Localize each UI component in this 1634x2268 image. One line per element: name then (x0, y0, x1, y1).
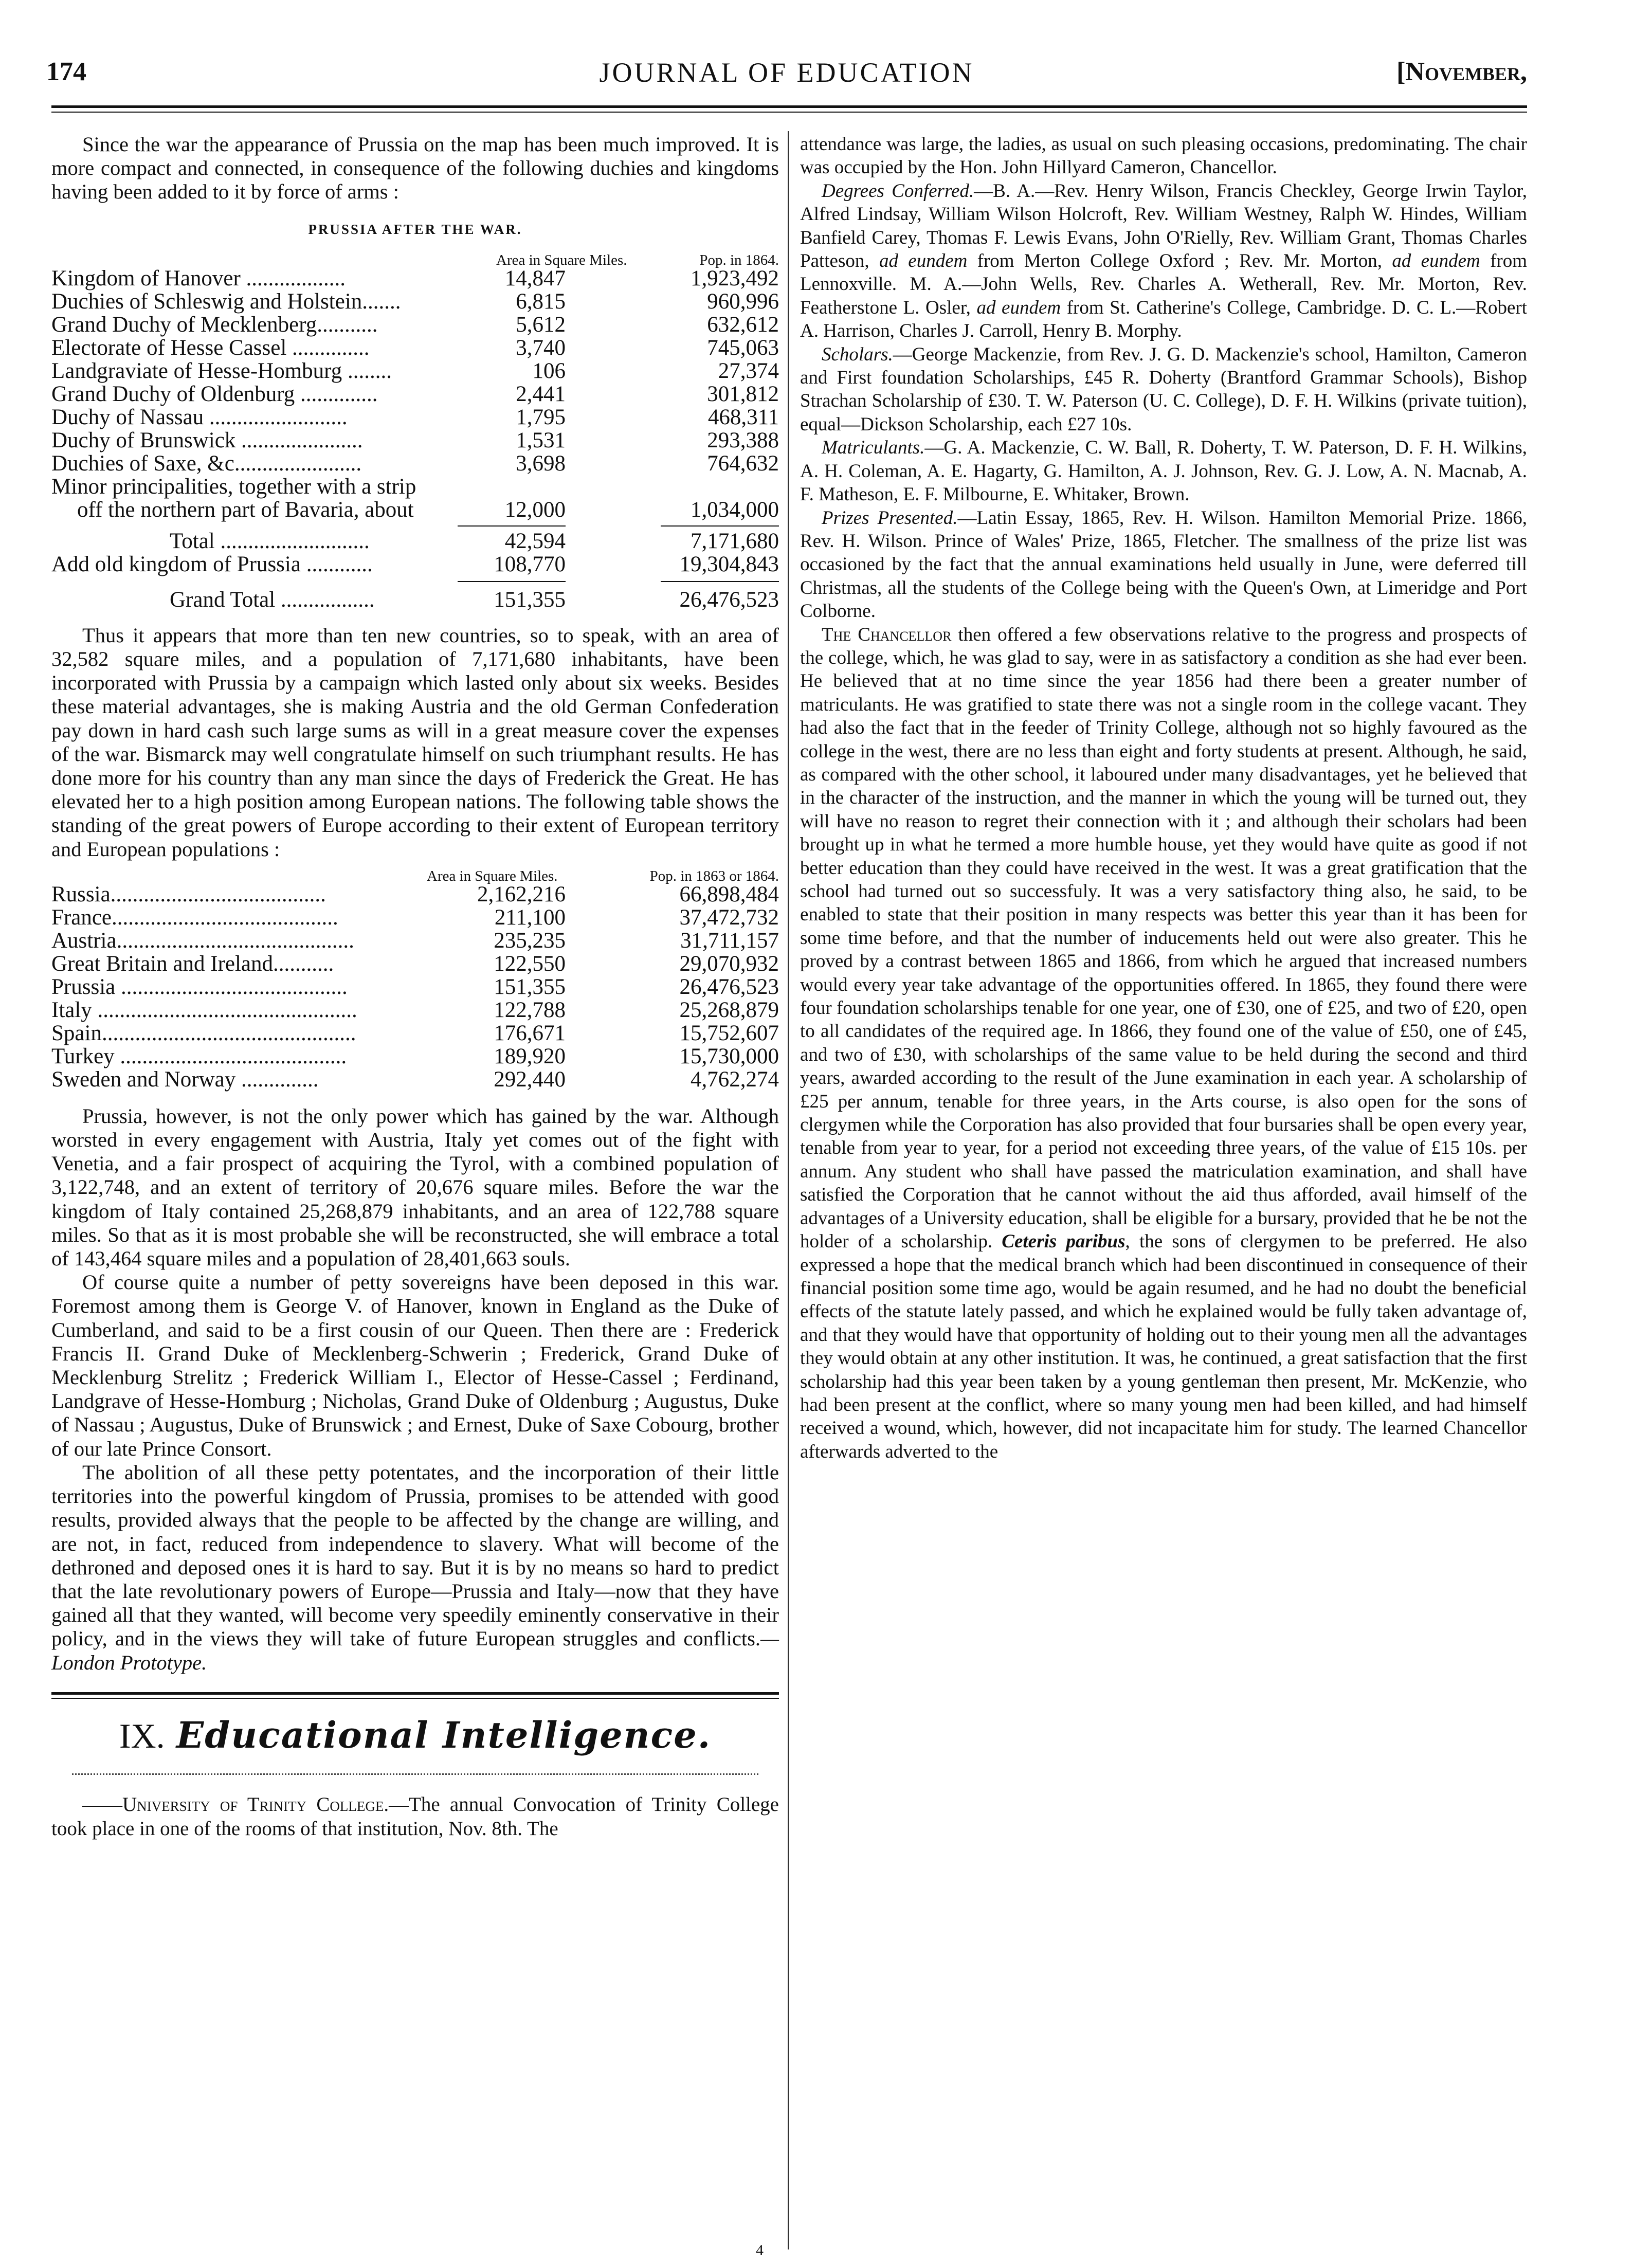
row-pop: 31,711,157 (680, 928, 779, 953)
row-area: 235,235 (494, 928, 566, 953)
row-name: Sweden and Norway .............. (51, 1067, 319, 1092)
scholars-label: Scholars. (822, 343, 893, 365)
row-area: 189,920 (494, 1044, 566, 1068)
page-number: 174 (46, 57, 86, 86)
table-row (51, 406, 779, 429)
header-rule-thick (51, 105, 1527, 108)
table-row (51, 313, 779, 336)
chancellor-text: then offered a few observations relative to the progress and prospects of the college, which, he was glad to say, were in as satisfactory a condition as she had ever been. He believed that at no time since the year 1856 had there been a greater number of matriculants. He was gratified to state there was not a single room in the college vacant. They had also the fact that in the feeder of Trinity College, although not so highly favoured as the college in the west, there are no less than eight and forty students at present. Although, he said, as compared with the other school, it laboured under many disadvantages, yet he believed that in the character of the instruction, and the manner in which the young will be turned out, they will have no reason to regret their connection with it ; and although their scholars had been brought up in what he termed a more humble house, yet they would have quite as good if not better education than they could have received in the west. It was a great gratification that the school had turned out so successfuly. It was a very satisfactory thing also, he said, to be enabled to state that their position in many respects was better this year than it has been for some time before, and that the number of inducements held out were also greater. This he proved by a contrast between 1865 and 1866, from which he argued that increased numbers would every year take advantage of the opportunities offered. In 1865, they found there were four foundation scholarships tenable for one year, one of £30, one of £25, and two of £20, open to all candidates of the required age. In 1866, they found one of the value of £50, one of £45, and two of £30, with scholarships of the same value to be held during the second and third years, awarded according to the result of the June examination in each year. A scholarship of £25 per annum, tenable for three years, in the Arts course, is also open for the sons of clergymen while the Corporation has also provided that four bursaries shall be open every year, tenable from year to year, for a period not exceeding three years, of the value of £15 10s. per annum. Any student who shall have passed the matriculation examination, and shall have satisfied the Corporation that he cannot without the aid thus afforded, avail himself of the advantages of a University education, shall be eligible for a bursary, provided that he be not the holder of a scholarship. (800, 624, 1527, 1253)
row-name: Grand Duchy of Oldenburg .............. (51, 382, 378, 406)
table-row (51, 290, 779, 313)
prizes-text: —Latin Essay, 1865, Rev. H. Wilson. Hamilton Memorial Prize. 1866, Rev. H. Wilson. Prince of Wales' Prize, 1865, Fletcher. The smallness of the prize list was occasioned by the fact that the annual examinations held usually in June, were deferred till Christmas, all the students of the College being with the Queen's Own, at Limeridge and Port Colborne. (800, 507, 1527, 622)
row-area: 12,000 (504, 497, 566, 522)
degrees-text-2: from Merton College Oxford ; Rev. Mr. Morton, (967, 250, 1392, 272)
row-name: Spain.............................................. (51, 1021, 356, 1045)
row-area: 3,698 (516, 451, 566, 476)
issue-month: [November, (1396, 57, 1527, 86)
row-name: France......................................... (51, 905, 338, 930)
row-pop: 27,374 (718, 358, 779, 383)
matriculants-paragraph (800, 436, 1527, 506)
prizes-label: Prizes Presented. (822, 507, 958, 529)
chancellor-paragraph (800, 623, 1527, 1464)
row-name: Prussia ......................................... (51, 974, 348, 999)
row-pop: 745,063 (707, 335, 779, 360)
row-pop: 4,762,274 (691, 1067, 779, 1092)
row-name: Total ........................... (170, 529, 370, 553)
row-area: 5,612 (516, 312, 566, 337)
table-sum-rule (51, 576, 779, 588)
row-area: 108,770 (494, 552, 566, 576)
table-total-row (51, 530, 779, 553)
row-area: 6,815 (516, 289, 566, 314)
running-head (46, 51, 1527, 93)
row-pop: 293,388 (707, 428, 779, 452)
paragraph-5 (51, 1461, 779, 1675)
table-row (51, 553, 779, 576)
table-row (51, 475, 779, 498)
ad-eundem: ad eundem (976, 297, 1061, 318)
row-pop: 26,476,523 (679, 587, 779, 612)
chancellor-text-2: , the sons of clergymen to be preferred. He also expressed a hope that the medical branch which had been discontinued in consequence of their financial position some time ago, would be again resumed, and he had no doubt the beneficial effects of the statute lately passed, and which he explained would be fully taken advantage of, and that they would have that opportunity of holding out to their young men all the advantages they would obtain at any other institution. It was, he continued, a great satisfaction that the first scholarship had this year been taken by a young gentleman then present, Mr. McKenzie, who had been present at the conflict, where so many young men had been killed, and had himself received a wound, which, however, did not incapacitate him for study. The learned Chancellor afterwards adverted to the (800, 1231, 1527, 1462)
row-pop: 1,034,000 (691, 497, 779, 522)
table1-col-pop: Pop. in 1864. (699, 251, 779, 268)
table-row (51, 952, 779, 975)
table-row (51, 1068, 779, 1091)
row-area: 42,594 (504, 529, 566, 553)
table1-col-area: Area in Square Miles. (496, 251, 627, 268)
ceteris-paribus: Ceteris paribus (1002, 1231, 1125, 1253)
row-area: 2,441 (516, 382, 566, 406)
table1-title: PRUSSIA AFTER THE WAR. (308, 221, 522, 237)
table-grand-total-row (51, 588, 779, 611)
scholars-paragraph (800, 343, 1527, 437)
row-pop: 468,311 (707, 405, 779, 429)
scholars-text: —George Mackenzie, from Rev. J. G. D. Mackenzie's school, Hamilton, Cameron and First foundation Scholarships, £45 R. Doherty (Brantford Grammar Schools), Bishop Strachan Scholarship of £30. T. W. Paterson (U. C. College), D. F. H. Wilkins (private tuition), equal—Dickson Scholarship, each £27 10s. (800, 343, 1527, 435)
table-row (51, 267, 779, 290)
row-pop: 1,923,492 (691, 266, 779, 291)
table2-header (51, 861, 779, 883)
row-area: 122,550 (494, 951, 566, 976)
source-credit: —London Prototype. (51, 1627, 779, 1674)
university-lead: ——University of Trinity College. (82, 1793, 389, 1816)
row-area: 14,847 (504, 266, 566, 291)
table2-col-pop: Pop. in 1863 or 1864. (649, 867, 779, 884)
row-name: off the northern part of Bavaria, about (77, 497, 414, 522)
table-row (51, 999, 779, 1022)
degrees-text-3: from Lennoxville. M. A.—John Wells, Rev. Charles A. Wetherall, Rev. Mr. Morton, Rev. Featherstone L. Osler, (800, 250, 1527, 318)
row-area: 122,788 (494, 997, 566, 1022)
intro-paragraph: Since the war the appearance of Prussia on the map has been much improved. It is more compact and connected, in consequence of the following duchies and kingdoms having been added to it by force of arms : (51, 133, 779, 204)
matriculants-text: —G. A. Mackenzie, C. W. Ball, R. Doherty, T. W. Paterson, D. F. H. Wilkins, A. H. Coleman, A. E. Hagarty, G. Hamilton, A. J. Johnson, Rev. G. J. Low, A. N. Macnab, A. F. Matheson, E. F. Milbourne, E. Whitaker, Brown. (800, 437, 1527, 505)
table-row (51, 336, 779, 359)
table-row (51, 906, 779, 929)
paragraph-2: Thus it appears that more than ten new countries, so to speak, with an area of 32,582 square miles, and a population of 7,171,680 inhabitants, have been incorporated with Prussia by a campaign which lasted only about six weeks. Besides these material advantages, she is making Austria and the old German Confederation pay down in hard cash such large sums as will in a great measure cover the expenses of the war. Bismarck may well congratulate himself on such triumphant results. He has done more for his country than any man since the days of Frederick the Great. He has elevated her to a high position among European nations. The following table shows the standing of the great powers of Europe according to their extent of European territory and European populations : (51, 623, 779, 861)
row-area: 2,162,216 (477, 882, 566, 906)
row-pop: 7,171,680 (691, 529, 779, 553)
row-area: 1,531 (516, 428, 566, 452)
section-rule-thick (51, 1692, 779, 1695)
journal-title: JOURNAL OF EDUCATION (599, 57, 974, 88)
row-area: 106 (532, 358, 566, 383)
row-area: 3,740 (516, 335, 566, 360)
paragraph-4: Of course quite a number of petty sovereigns have been deposed in this war. Foremost among them is George V. of Hanover, known in England as the Duke of Cumberland, and said to be a first cousin of our Queen. Then there are : Frederick Francis II. Grand Duke of Mecklenberg-Schwerin ; Frederick, Grand Duke of Mecklenburg Strelitz ; Frederick William I., Elector of Hesse-Cassel ; Ferdinand, Landgrave of Hesse-Homburg ; Nicholas, Grand Duke of Oldenburg ; Augustus, Duke of Nassau ; Augustus, Duke of Brunswick ; and Ernest, Duke of Saxe Cobourg, brother of our late Prince Consort. (51, 1271, 779, 1460)
row-pop: 764,632 (707, 451, 779, 476)
matriculants-label: Matriculants. (822, 437, 925, 459)
row-area: 1,795 (516, 405, 566, 429)
row-pop: 25,268,879 (679, 997, 779, 1022)
row-name: Minor principalities, together with a strip (51, 474, 416, 499)
table-row (51, 359, 779, 383)
row-area: 151,355 (494, 974, 566, 999)
section-rule-thin (51, 1698, 779, 1699)
ad-eundem: ad eundem (1392, 250, 1480, 272)
degrees-paragraph (800, 179, 1527, 343)
row-pop: 960,996 (707, 289, 779, 314)
table-row (51, 383, 779, 406)
paragraph-5-text: The abolition of all these petty potentates, and the incorporation of their little territories into the powerful kingdom of Prussia, promises to be attended with good results, provided always that the people to be affected by the change are willing, and are not, in fact, reduced from independence to slavery. What will become of the dethroned and deposed ones it is hard to say. But it is by no means so hard to predict that the late revolutionary powers of Europe—Prussia and Italy—now that they have gained all that they wanted, will become very speedily eminently conservative in their policy, and in the views they will take of future European struggles and conflicts. (51, 1460, 779, 1650)
row-name: Duchies of Saxe, &c....................... (51, 451, 362, 476)
row-name: Turkey ......................................... (51, 1044, 347, 1068)
ornamental-rule (72, 1767, 758, 1775)
row-name: Landgraviate of Hesse-Homburg ........ (51, 358, 392, 383)
degrees-label: Degrees Conferred. (822, 180, 974, 202)
table-row (51, 929, 779, 952)
column-divider (788, 131, 789, 2249)
table2-col-area: Area in Square Miles. (427, 867, 558, 884)
row-area: 211,100 (494, 905, 566, 930)
table2-body (51, 883, 779, 1091)
intelligence-text: —The annual Convocation of Trinity College took place in one of the rooms of that institution, Nov. 8th. The (51, 1793, 779, 1840)
attendance-paragraph: attendance was large, the ladies, as usual on such pleasing occasions, predominating. The chair was occupied by the Hon. John Hillyard Cameron, Chancellor. (800, 134, 1527, 178)
table-row (51, 1045, 779, 1068)
degrees-text-4: from St. Catherine's College, Cambridge. D. C. L.—Robert A. Harrison, Charles J. Carroll, Henry B. Morphy. (800, 297, 1527, 342)
ad-eundem: ad eundem (879, 250, 968, 272)
prizes-paragraph (800, 506, 1527, 623)
right-column (800, 133, 1527, 1463)
row-name: Electorate of Hesse Cassel .............. (51, 335, 370, 360)
table1-body (51, 267, 779, 611)
section-heading (51, 1712, 779, 1759)
table1-header (51, 245, 779, 267)
row-pop: 301,812 (707, 382, 779, 406)
row-name: Duchy of Nassau ......................... (51, 405, 348, 429)
row-area: 176,671 (494, 1021, 566, 1045)
table-row (51, 1022, 779, 1045)
signature-mark: 4 (756, 2242, 764, 2259)
row-name: Add old kingdom of Prussia ............ (51, 552, 373, 576)
row-pop: 26,476,523 (679, 974, 779, 999)
table-sum-rule (51, 521, 779, 530)
row-name: Duchies of Schleswig and Holstein....... (51, 289, 401, 314)
row-pop: 29,070,932 (679, 951, 779, 976)
table-row (51, 498, 779, 521)
row-name: Duchy of Brunswick ...................... (51, 428, 363, 452)
section-number: IX. (119, 1716, 165, 1755)
left-column (51, 133, 779, 1841)
row-name: Great Britain and Ireland........... (51, 951, 334, 976)
row-name: Grand Duchy of Mecklenberg........... (51, 312, 378, 337)
table-row (51, 883, 779, 906)
intelligence-paragraph (51, 1792, 779, 1841)
row-name: Italy ............................................... (51, 997, 357, 1022)
degrees-text: —B. A.—Rev. Henry Wilson, Francis Checkley, George Irwin Taylor, Alfred Lindsay, William Wilson Holcroft, Rev. William Westney, Ralph W. Hindes, William Banfield Carey, Thomas F. Lewis Evans, John O'Rielly, Rev. William Grant, Thomas Charles Patteson, (800, 180, 1528, 272)
row-pop: 15,730,000 (679, 1044, 779, 1068)
table-row (51, 975, 779, 999)
table-row (51, 452, 779, 475)
row-area: 151,355 (494, 587, 566, 612)
chancellor-word: The Chancellor (822, 624, 952, 645)
table-row (51, 429, 779, 452)
row-name: Russia....................................... (51, 882, 326, 906)
section-title: Educational Intelligence. (176, 1713, 712, 1756)
row-pop: 632,612 (707, 312, 779, 337)
row-pop: 37,472,732 (679, 905, 779, 930)
row-name: Kingdom of Hanover .................. (51, 266, 346, 291)
paragraph-3: Prussia, however, is not the only power which has gained by the war. Although worsted in every engagement with Austria, Italy yet comes out of the fight with Venetia, and a fair prospect of acquiring the Tyrol, with a combined population of 3,122,748, and an extent of territory of 20,676 square miles. Before the war the kingdom of Italy contained 25,268,879 inhabitants, and an area of 122,788 square miles. So that as it is most probable she will be reconstructed, she will embrace a total of 143,464 square miles and a population of 28,401,663 souls. (51, 1104, 779, 1271)
row-pop: 19,304,843 (679, 552, 779, 576)
row-name: Austria........................................... (51, 928, 354, 953)
header-rule-thin (51, 112, 1527, 113)
row-name: Grand Total ................. (170, 587, 375, 612)
row-pop: 15,752,607 (679, 1021, 779, 1045)
row-area: 292,440 (494, 1067, 566, 1092)
row-pop: 66,898,484 (679, 882, 779, 906)
